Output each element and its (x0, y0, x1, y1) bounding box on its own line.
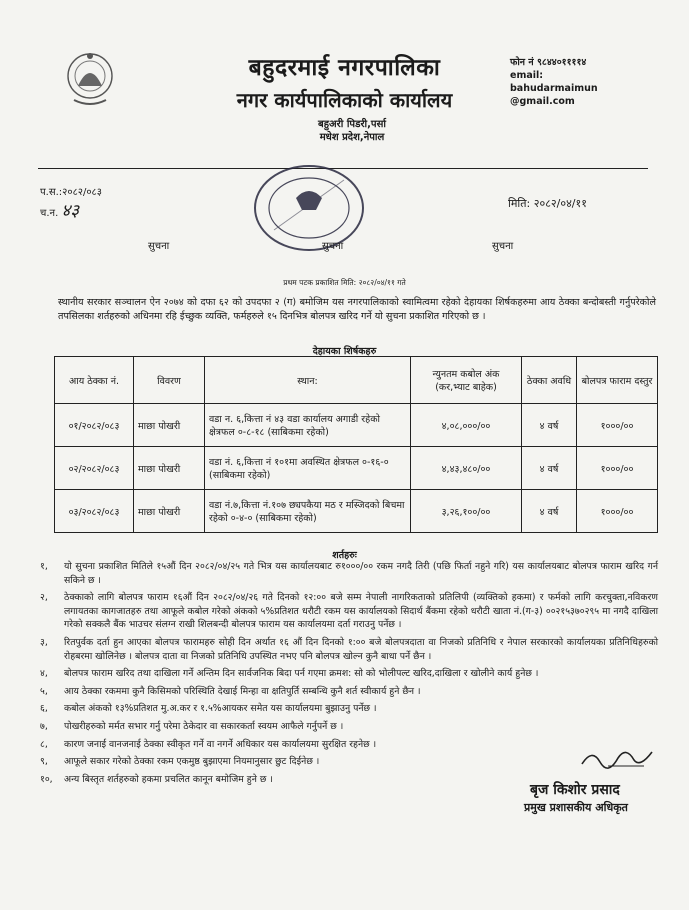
form-fee-cell: १०००/०० (577, 490, 658, 533)
dispatch-reference (40, 202, 102, 223)
list-item (40, 702, 658, 716)
list-item (40, 738, 658, 752)
list-item (40, 755, 658, 769)
organization-name: बहुदरमाई नगरपालिका (248, 54, 441, 81)
condition-text: बोलपत्र फाराम खरिद तथा दाखिला गर्ने अन्तिम दिन सार्वजनिक बिदा पर्न गएमा क्रमश: सो को भोलीपल्ट खरिद,दाखिला र खोलीने कार्य हुनेछ । (64, 668, 539, 680)
list-item (40, 720, 658, 734)
period-cell: ४ वर्ष (522, 404, 577, 447)
minimum-bid-cell: ४,४३,४८०/०० (411, 447, 522, 490)
notice-label-left: सुचना (148, 241, 170, 252)
email-label: email: (510, 70, 544, 81)
notice-label-right: सुचना (492, 241, 514, 252)
list-item (40, 636, 658, 663)
contract-no-cell: ०१/२०८२/०८३ (55, 404, 134, 447)
publish-date-line: प्रथम पटक प्रकाशित मिति: २०८२/०४/११ गते (283, 278, 406, 287)
fiscal-year-reference: प.स.:२०८२/०८३ (40, 187, 102, 198)
list-item (40, 591, 658, 632)
condition-number: ६, (40, 703, 48, 715)
condition-text: यो सुचना प्रकाशित मितिले १५औं दिन २०८२/०४/२५ गते भित्र यस कार्यालयबाट रु१०००/०० रकम नगदै तिरी (पछि फिर्ता नहुने गरि) यस कार्यालयबाट बोलपत्र फाराम खरिद गर्न सकिने छ । (64, 561, 658, 586)
location-cell: वडा नं. ६,कित्ता नं १०१मा अवस्थित क्षेत्रफल ०-१६-० (साबिकमा रहेको) (205, 447, 411, 490)
contact-block (510, 56, 598, 108)
description-cell: माछा पोखरी (134, 447, 205, 490)
email-domain: @gmail.com (510, 96, 575, 107)
handwritten-signature-icon (578, 742, 658, 774)
conditions-list (40, 560, 658, 790)
col-header-location: स्थान: (205, 357, 411, 404)
col-header-period: ठेक्का अवधि (522, 357, 577, 404)
condition-text: आफूले सकार गरेको ठेक्का रकम एकमुष्ठ बुझाएमा नियमानुसार छुट दिईनेछ । (64, 756, 320, 768)
form-fee-cell: १०००/०० (577, 404, 658, 447)
intro-paragraph: स्थानीय सरकार सञ्चालन ऐन २०७४ को दफा ६२ को उपदफा २ (ग) बमोजिम यस नगरपालिकाको स्वामित्वमा रहेको देहायका शिर्षकहरुमा आय ठेक्का बन्दोबस्ती गर्नुपरेकोले तपसिलका शर्तहरुको अधिनमा रहि ईच्छुक व्यक्ति, फर्महरुले १५ दिनभित्र बोलपत्र खरिद गर्ने यो सुचना प्रकाशित गरिएको छ । (58, 297, 656, 322)
dispatch-number: ४३ (61, 201, 80, 221)
form-fee-cell: १०००/०० (577, 447, 658, 490)
list-item (40, 685, 658, 699)
address-line-1: बहुअरी पिडरी,पर्सा (318, 119, 386, 130)
condition-text: ठेक्काको लागि बोलपत्र फाराम १६औं दिन २०८२/०४/२६ गते दिनको १२:०० बजे सम्म नेपाली नागरिकताको प्रतिलिपी (व्यक्तिको हकमा) र फर्मको लागि करचुक्ता,नविकरण लगायतका कागजातहरु तथा आफूले कबोल गरेको अंकको ५%प्रतिशत धरौटी रकम यस कार्यालयको सिदार्थ बैंकमा रहेको धरौटी खाता नं.(ग-३) ००२१५३७०२९५ मा नगदै दाखिला गरेको सक्कलै बैंक भाउचर संलग्न राखी शिलबन्दी बोलपत्र फाराम यस कार्यालयमा दर्ता गराउनु पर्नेछ । (64, 592, 658, 631)
letter-date (508, 196, 587, 211)
condition-text: कबोल अंकको १३%प्रतिशत मु.अ.कर र १.५%आयकर समेत यस कार्यालयमा बुझाउनु पर्नेछ । (64, 703, 377, 715)
condition-number: ८, (40, 738, 48, 750)
notice-label-center: सुचना (322, 241, 344, 252)
condition-number: ९, (40, 756, 48, 768)
contract-table (54, 356, 658, 533)
condition-text: अन्य बिस्तृत शर्तहरुको हकमा प्रचलित कानून बमोजिम हुने छ । (64, 773, 273, 785)
table-row (55, 490, 658, 533)
signatory-role: प्रमुख प्रशासकीय अधिकृत (524, 801, 628, 814)
col-header-contract-no: आय ठेक्का नं. (55, 357, 134, 404)
date-value: २०८२/०४/११ (533, 197, 587, 210)
condition-number: ५, (40, 685, 48, 697)
table-caption: देहायका शिर्षकहरु (312, 346, 377, 357)
condition-number: १०, (40, 773, 53, 785)
condition-number: ७, (40, 720, 48, 732)
condition-number: २, (40, 592, 48, 604)
email-user: bahudarmaimun (510, 83, 598, 94)
period-cell: ४ वर्ष (522, 490, 577, 533)
list-item (40, 667, 658, 681)
conditions-title: शर्तहरुः (332, 550, 357, 561)
table-header-row (55, 357, 658, 404)
condition-text: रितपुर्वक दर्ता हुन आएका बोलपत्र फारामहरु सोही दिन अर्थात १६ औं दिन दिनको १:०० बजे बोलपत्रदाता वा निजको प्रतिनिधि र नेपाल सरकारको कार्यालयका प्रतिनिधिहरुको रोहबरमा खोलिनेछ । बोलपत्र दाता वा निजको प्रतिनिधि उपस्थित नभए पनि बोलपत्र खोल्न कुनै बाधा पर्ने छैन । (64, 636, 658, 662)
condition-text: आय ठेक्का रकममा कुनै किसिमको परिस्थिति देखाई मिन्हा वा क्षतिपुर्ति सम्बन्धि कुनै शर्त स्वीकार्य हुने छैन । (64, 685, 421, 697)
condition-text: पोखरीहरुको मर्मत सभार गर्नु परेमा ठेकेदार वा सकारकर्ता स्वयम आफैले गर्नुपर्ने छ । (64, 720, 344, 732)
col-header-form-fee: बोलपत्र फाराम दस्तुर (577, 357, 658, 404)
office-address (282, 118, 422, 144)
address-line-2: मधेश प्रदेश,नेपाल (319, 132, 385, 143)
contract-no-cell: ०३/२०८२/०८३ (55, 490, 134, 533)
condition-text: कारण जनाई वानजनाई ठेक्का स्वीकृत गर्ने वा नगर्ने अधिकार यस कार्यालयमा सुरक्षित रहनेछ । (64, 738, 377, 750)
minimum-bid-cell: ४,०८,०००/०० (411, 404, 522, 447)
table-row (55, 404, 658, 447)
minimum-bid-cell: ३,२६,१००/०० (411, 490, 522, 533)
date-label: मिति: (508, 197, 531, 210)
period-cell: ४ वर्ष (522, 447, 577, 490)
col-header-minimum-bid: न्युनतम कबोल अंक (कर,भ्याट बाहेक) (411, 357, 522, 404)
dispatch-label: च.न. (40, 208, 59, 219)
description-cell: माछा पोखरी (134, 404, 205, 447)
condition-number: ३, (40, 636, 48, 648)
phone-number: फोन नं ९८४४०११११४ (510, 57, 587, 68)
reference-block (40, 184, 102, 223)
office-name: नगर कार्यपालिकाको कार्यालय (236, 88, 453, 112)
col-header-description: विवरण (134, 357, 205, 404)
table-row (55, 447, 658, 490)
condition-number: १, (40, 561, 48, 572)
location-cell: वडा न. ६,कित्ता नं ४३ वडा कार्यालय अगाडी रहेको क्षेत्रफल ०-८-१८ (साबिकमा रहेको) (205, 404, 411, 447)
office-stamp-icon (244, 150, 374, 260)
description-cell: माछा पोखरी (134, 490, 205, 533)
list-item (40, 560, 658, 587)
condition-number: ४, (40, 668, 48, 680)
contract-no-cell: ०२/२०८२/०८३ (55, 447, 134, 490)
signatory-name: बृज किशोर प्रसाद (530, 782, 620, 798)
location-cell: वडा नं.७,कित्ता नं.१०७ छ्यपकैया मठ र मस्जिदको बिचमा रहेको ०-४-० (साबिकमा रहेको) (205, 490, 411, 533)
